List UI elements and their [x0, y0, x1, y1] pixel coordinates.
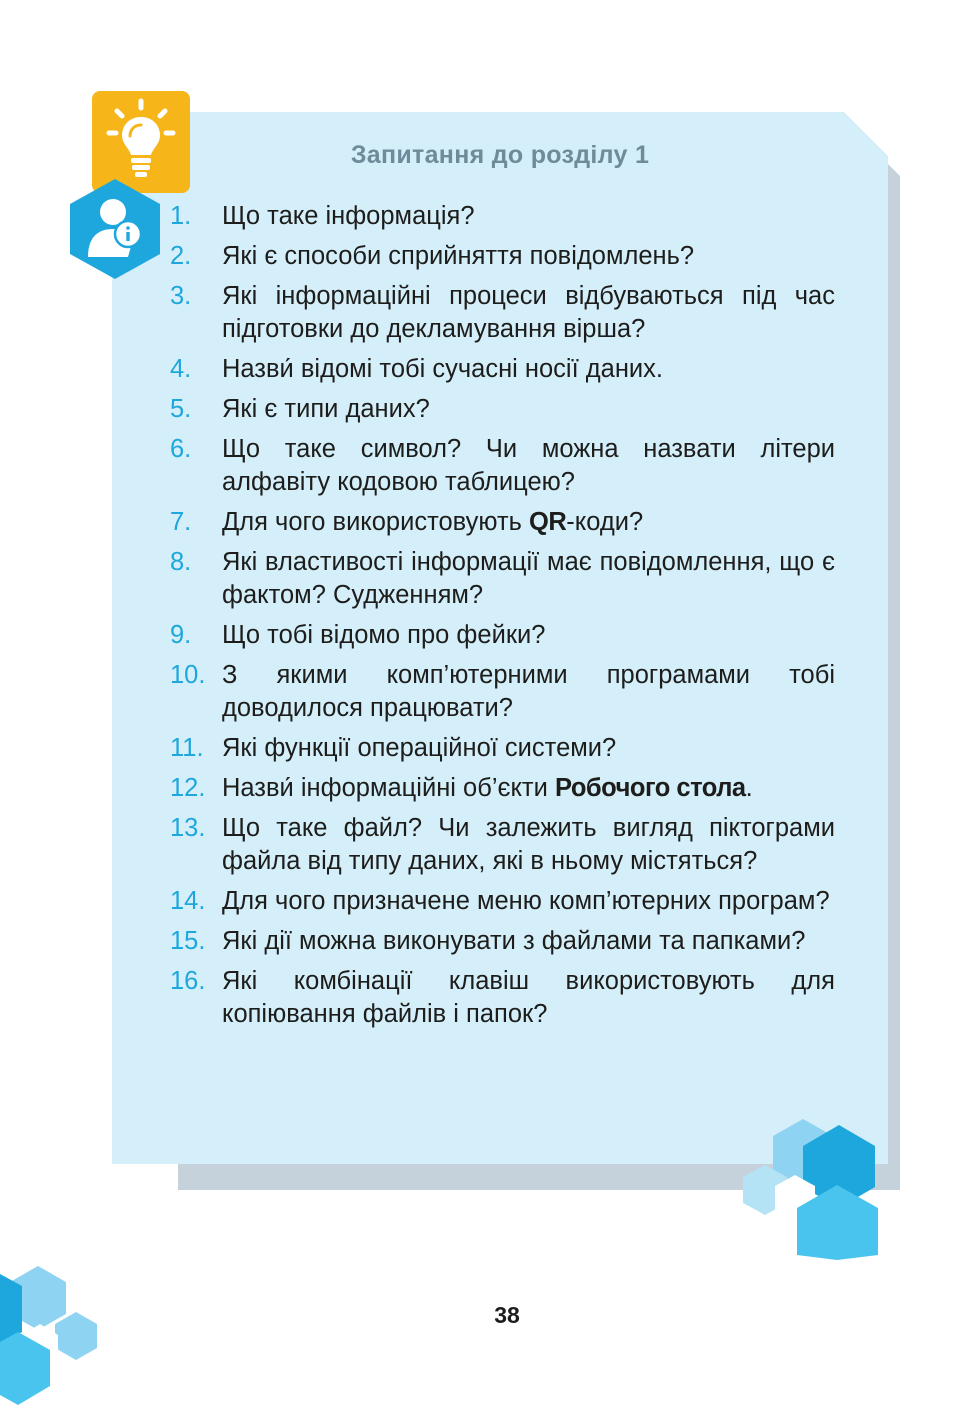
question-number: 1. [170, 202, 192, 230]
question-text-bold: QR [529, 508, 567, 536]
question-text [222, 506, 835, 539]
question-item [170, 280, 835, 346]
question-item [170, 433, 835, 499]
question-item [170, 925, 835, 958]
hexagon-decoration [735, 1115, 885, 1265]
question-text: Які є способи сприйняття повідомлень? [222, 242, 695, 270]
question-item [170, 240, 835, 273]
question-text-bold: Робочого стола [554, 774, 746, 802]
question-text-post: -коди? [566, 508, 644, 536]
question-text: Що таке інформація? [222, 202, 475, 230]
question-item [170, 965, 835, 1031]
question-item [170, 885, 835, 918]
question-number: 9. [170, 621, 192, 649]
section-title: Запитання до розділу 1 [350, 141, 650, 169]
question-text-post: . [745, 774, 753, 802]
question-number: 16. [170, 967, 206, 995]
question-text: Які інформаційні процеси відбуваються під час підготовки до декламування вірша? [222, 282, 835, 343]
question-item [170, 812, 835, 878]
question-text: Які дії можна виконувати з файлами та папками? [222, 927, 806, 955]
question-item [170, 659, 835, 725]
question-number: 3. [170, 282, 192, 310]
question-item [170, 506, 835, 539]
question-text: Назви́ відомі тобі сучасні носії даних. [222, 355, 663, 383]
question-number: 4. [170, 355, 192, 383]
question-number: 6. [170, 435, 192, 463]
question-text: Які комбінації клавіш використовують для копіювання файлів і папок? [222, 967, 835, 1028]
user-info-icon [68, 177, 162, 281]
question-number: 2. [170, 242, 192, 270]
question-item [170, 772, 835, 805]
question-item [170, 353, 835, 386]
question-text: Що таке файл? Чи залежить вигляд піктограми файла від типу даних, які в ньому містяться? [222, 814, 835, 875]
question-number: 14. [170, 887, 206, 915]
question-number: 12. [170, 774, 206, 802]
question-number: 7. [170, 508, 192, 536]
question-text: Що тобі відомо про фейки? [222, 621, 546, 649]
question-number: 13. [170, 814, 206, 842]
question-item [170, 200, 835, 233]
question-text: Для чого призначене меню комп’ютерних програм? [222, 887, 830, 915]
page-number: 38 [494, 1302, 520, 1328]
question-number: 10. [170, 661, 206, 689]
question-number: 15. [170, 927, 206, 955]
question-number: 11. [170, 734, 204, 762]
question-item [170, 732, 835, 765]
question-text [222, 772, 835, 805]
question-item [170, 546, 835, 612]
question-text-pre: Для чого використовують [222, 508, 530, 536]
question-text: Які є типи даних? [222, 395, 430, 423]
questions-list [170, 200, 835, 1038]
question-text: Що таке символ? Чи можна назвати літери алфавіту кодовою таблицею? [222, 435, 835, 496]
hexagon-decoration-left [0, 1262, 110, 1405]
question-text: Які властивості інформації має повідомлення, що є фактом? Судженням? [222, 548, 835, 609]
question-text: З якими комп’ютерними програмами тобі доводилося працювати? [222, 661, 835, 722]
question-text-pre: Назви́ інформаційні об’єкти [222, 774, 555, 802]
question-number: 5. [170, 395, 192, 423]
question-item [170, 619, 835, 652]
question-item [170, 393, 835, 426]
question-number: 8. [170, 548, 192, 576]
question-text: Які функції операційної системи? [222, 734, 617, 762]
